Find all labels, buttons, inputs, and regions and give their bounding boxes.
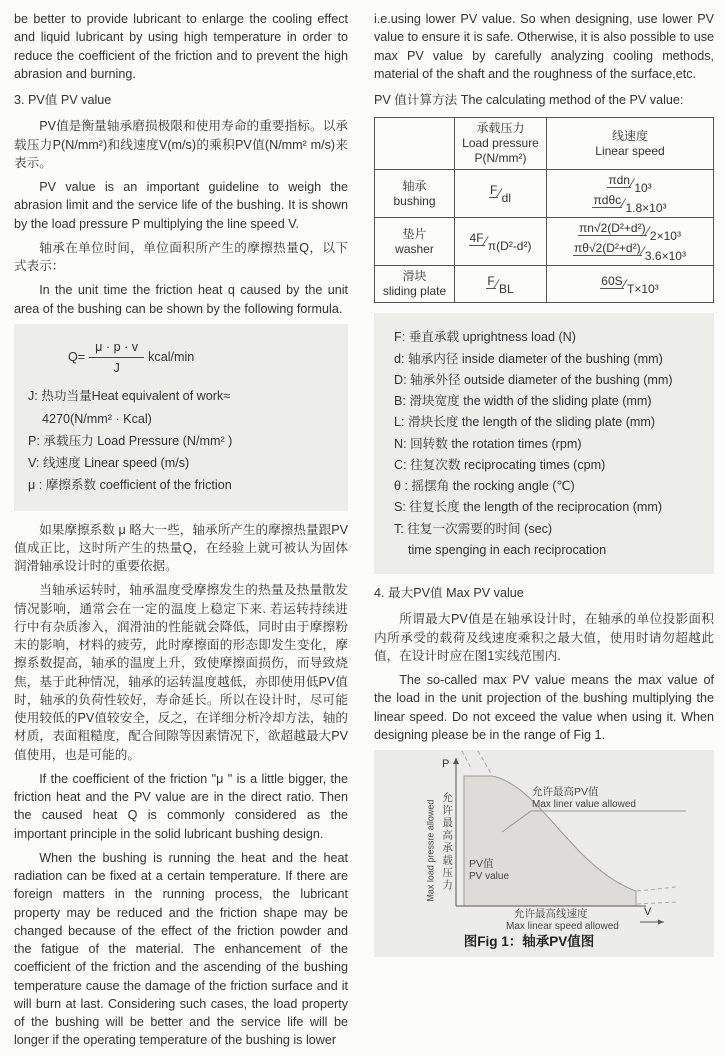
q-formula-lhs: Q=: [68, 349, 86, 364]
q-formula-denominator: J: [113, 361, 120, 375]
q-formula: [68, 338, 338, 378]
formula-def-J: J: 热功当量Heat equivalent of work≈: [28, 389, 231, 404]
formula-def-mu: μ : 摩擦系数 coefficient of the friction: [28, 478, 232, 493]
row-sliding-plate-pressure: F∕BL: [455, 266, 547, 303]
formula-def-J-value: 4270(N/mm² · Kcal): [42, 411, 152, 426]
formula-denominator: 1.8×10³: [625, 200, 667, 215]
pv-value-figure: [374, 750, 714, 957]
formula-numerator: 60S: [601, 273, 623, 288]
dashed-line: [478, 751, 492, 775]
formula-def-V: V: 线速度 Linear speed (m/s): [28, 456, 190, 470]
q-formula-fraction: [89, 338, 144, 378]
right-column: [374, 10, 714, 1056]
dashed-line: [462, 751, 472, 770]
def-D: D: 轴承外径 outside diameter of the bushing (mm): [394, 372, 673, 387]
header-load-pressure-en: Load pressure: [462, 136, 539, 151]
dashed-line: [637, 902, 676, 904]
def-F: F: 垂直承载 uprightness load (N): [394, 330, 576, 345]
formula-numerator: πdn: [608, 173, 630, 188]
formula-denominator: π(D²-d²): [487, 239, 532, 253]
v-axis-label: V: [644, 906, 652, 918]
symbol-definitions-box: [374, 313, 714, 574]
row-bushing-speed: πdn∕10³ πdθc∕1.8×10³: [547, 170, 714, 218]
paragraph-cn-pv-definition: PV值是衡量轴承磨损极限和使用寿命的重要指标。以承载压力P(N/mm²)和线速度V(m/s)的乘积PV值(N/mm² m/s)来表示。: [14, 119, 348, 170]
row-bushing-pressure: F∕dl: [455, 170, 547, 218]
row-washer-speed: πn√2(D²+d²)∕2×10³ πθ√2(D²+d²)∕3.6×10³: [547, 218, 714, 266]
max-pv-annotation: [532, 786, 636, 812]
def-N: N: 回转数 the rotation times (rpm): [394, 436, 582, 451]
formula-numerator: F: [489, 183, 498, 197]
table-header-row: [375, 118, 714, 170]
header-linear-speed-cn: 线速度: [611, 128, 648, 143]
header-linear-speed-en: Linear speed: [595, 143, 665, 158]
v-arrowhead: [658, 920, 664, 925]
row-bushing-name-en: bushing: [393, 193, 436, 208]
row-sliding-plate-name: [375, 266, 455, 303]
header-load-pressure-unit: P(N/mm²): [474, 151, 527, 166]
table-row-sliding-plate: [375, 266, 714, 303]
formula-denominator: 10³: [634, 181, 652, 196]
def-S: S: 往复长度 the length of the reciprocation (mm): [394, 500, 663, 515]
paragraph-en-bearing-operation: When the bushing is running the heat and the heat radiation can be fixed at a certain temperature. If there are foreign matters in the running process, the lubricant property may be reduced and the friction shape may be changed because of the effect of the friction powder and the fatigue of the material. The enhancement of the coefficient of the friction and the ascending of the bushing temperature cause the damage of the friction surface and it will burn at last. Considering such cases, the load property of the bushing will be better and the service life will be longer if the operating temperature of the bushing is lower: [14, 850, 348, 1048]
row-washer-name-cn: 垫片: [402, 226, 427, 241]
x-axis-annotation-en: Max linear speed allowed: [506, 921, 619, 933]
formula-denominator: 3.6×10³: [644, 248, 686, 263]
def-theta: θ : 摇摆角 the rocking angle (℃): [394, 479, 575, 493]
formula-numerator: πn√2(D²+d²): [579, 221, 646, 236]
header-load-pressure-cn: 承载压力: [476, 121, 525, 136]
def-C: C: 往复次数 reciprocating times (cpm): [394, 457, 606, 472]
header-linear-speed: [547, 118, 714, 170]
row-sliding-plate-speed: 60S∕T×10³: [547, 266, 714, 303]
row-sliding-plate-name-en: sliding plate: [382, 284, 447, 299]
formula-denominator: BL: [499, 281, 514, 296]
row-washer-name-en: washer: [395, 241, 434, 256]
figure-caption: 图Fig 1：轴承PV值图: [463, 934, 595, 950]
formula-box: [14, 324, 348, 511]
paragraph-en-friction-heat: In the unit time the friction heat q caused by the unit area of the bushing can be shown by the following formula.: [14, 283, 348, 316]
formula-numerator: πθ√2(D²+d²): [574, 240, 641, 255]
max-pv-annotation-cn: 允许最高PV值: [532, 786, 599, 798]
pv-area-label-en: PV value: [469, 871, 510, 883]
formula-denominator: dl: [501, 191, 512, 205]
row-sliding-plate-name-cn: 滑块: [402, 269, 427, 284]
x-axis-annotation: [506, 908, 619, 934]
def-d: d: 轴承内径 inside diameter of the bushing (mm): [394, 351, 663, 366]
section-heading-pv-value: 3. PV值 PV value: [14, 93, 112, 107]
formula-denominator: T×10³: [627, 281, 659, 296]
def-T-continuation: time spenging in each reciprocation: [408, 542, 607, 557]
paragraph-cn-max-pv: 所谓最大PV值是在轴承设计时，在轴承的单位投影面积内所承受的载荷及线速度乘积之最大值，使用时请勿超越此值，在设计时应在图1实线范围内.: [374, 612, 714, 663]
def-B: B: 滑块宽度 the width of the sliding plate (mm): [394, 394, 652, 408]
row-bushing-name: [375, 170, 455, 218]
y-axis-label-cn: 允许最高承载压力: [441, 792, 454, 892]
row-washer-name: [375, 218, 455, 266]
def-L: L: 滑块长度 the length of the sliding plate (mm): [394, 415, 656, 430]
header-load-pressure: [455, 118, 547, 170]
p-axis-label: P: [442, 758, 450, 770]
def-T: T: 往复一次需要的时间 (sec): [394, 521, 553, 536]
row-washer-pressure: 4F∕π(D²-d²): [455, 218, 547, 266]
formula-numerator: F: [487, 273, 495, 288]
pv-area-label-cn: PV值: [469, 858, 494, 870]
header-empty-cell: [375, 118, 455, 170]
formula-numerator: 4F: [469, 231, 484, 245]
paragraph-cn-friction-coefficient: 如果摩擦系数 μ 略大一些，轴承所产生的摩擦热量跟PV值成正比，这时所产生的热量Q，在经验上就可被认为固体润滑轴承设计时的重要依据。: [14, 522, 348, 573]
table-row-washer: [375, 218, 714, 266]
table-title: PV 值计算方法 The calculating method of the PV value:: [374, 93, 684, 107]
paragraph-en-pv-definition: PV value is an important guideline to weigh the abrasion limit and the service life of the bushing. It is shown by the load pressure P multiplying the line speed V.: [14, 180, 348, 231]
pv-calculation-table: [374, 117, 714, 303]
paragraph-en-continuation: be better to provide lubricant to enlarge the cooling effect and liquid lubricant by using high temperature in order to reduce the coefficient of the friction and to prevent the high abrasion and burning.: [14, 12, 348, 81]
paragraph-cn-bearing-operation: 当轴承运转时，轴承温度受摩擦发生的热量及热量散发情况影响，通常会在一定的温度上稳定下来. 若运转持续进行中有杂质渗入，润滑油的性能就会降低，同时由于摩擦粉末的影响，材料的疲劳，此时摩擦面的形态即发生变化，摩擦系数提高，轴承的温度上升，致使摩擦面损伤，而导致烧焦，基于此种情况，轴承的运转温度越低，亦即使用低PV值时，轴承的负荷性较好，寿命延长。所以在设计时，尽可能使用较低的PV值较安全，反之，在详细分析冷却方法，轴的材质，表面粗糙度，配合间隙等因素情况下，欲超越最大PV值使用，也是可能的。: [14, 583, 348, 762]
table-row-bushing: [375, 170, 714, 218]
paragraph-en-friction-coefficient: If the coefficient of the friction "μ " is a little bigger, the friction heat and the PV value are in the direct ratio. Then the caused heat Q is commonly considered as the important principle in the solid lubricant bushing design.: [14, 771, 348, 841]
p-axis-arrowhead: [453, 758, 459, 764]
row-bushing-name-cn: 轴承: [402, 178, 427, 193]
formula-def-P: P: 承载压力 Load Pressure (N/mm² ): [28, 433, 233, 448]
paragraph-en-lower-pv: i.e.using lower PV value. So when designing, use lower PV value to ensure it is safe. Otherwise, it is also possible to use max PV value by carefully analyzing cooling methods, material of the shaft and the roughness of the surface,etc.: [374, 12, 714, 81]
x-axis-annotation-cn: 允许最高线速度: [514, 908, 588, 920]
section-heading-max-pv: 4. 最大PV值 Max PV value: [374, 586, 524, 600]
formula-denominator: 2×10³: [649, 229, 681, 244]
max-pv-annotation-en: Max liner value allowed: [532, 799, 636, 811]
formula-numerator: πdθc: [593, 192, 622, 207]
paragraph-cn-friction-heat: 轴承在单位时间，单位面积所产生的摩擦热量Q，以下式表示：: [14, 240, 348, 273]
y-axis-label-en: Max load pressre allowed: [425, 799, 436, 902]
left-column: [14, 10, 348, 1056]
q-formula-numerator: μ · p · v: [89, 338, 144, 358]
paragraph-en-max-pv: The so-called max PV value means the max value of the load in the unit projection of the bushing multiplying the linear speed. Do not exceed the value when using it. When designing please be in the range of Fig 1.: [374, 673, 714, 742]
pv-area-label: [469, 858, 509, 884]
q-formula-unit: kcal/min: [148, 349, 195, 364]
